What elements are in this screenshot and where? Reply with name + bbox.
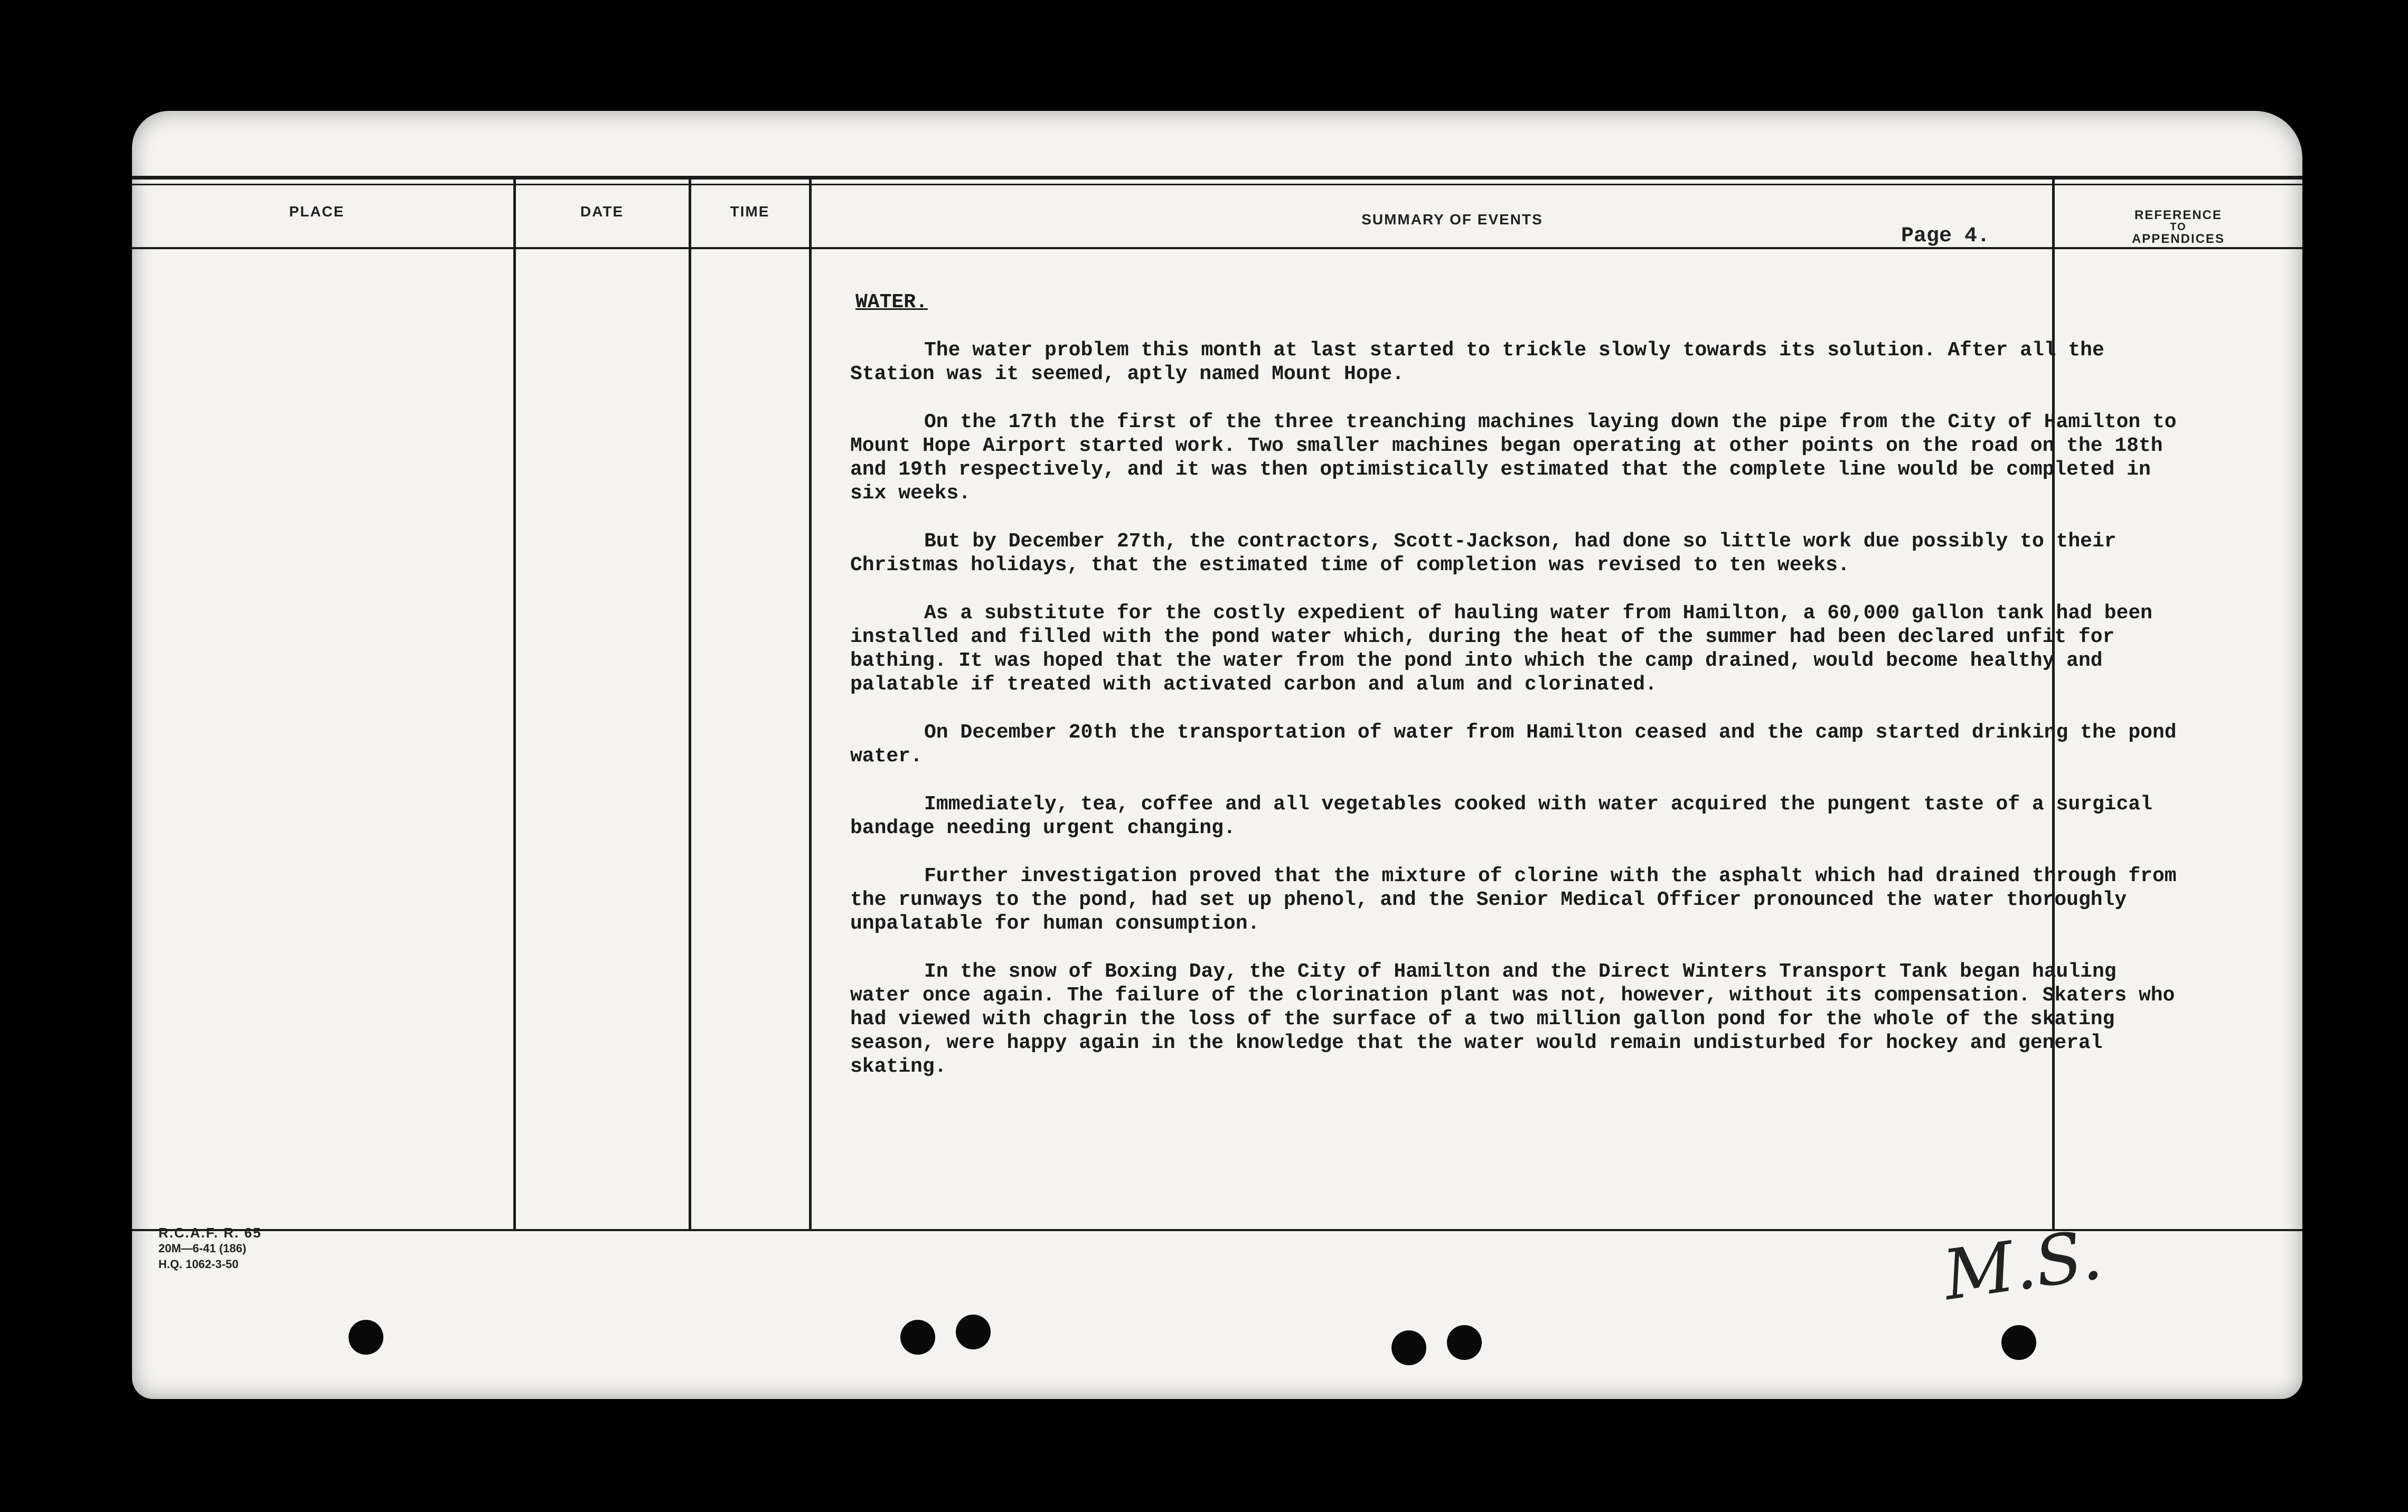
place-header: PLACE	[289, 203, 345, 220]
paragraph-8: In the snow of Boxing Day, the City of Hamilton and the Direct Winters Transport Tank began hauling water once again. The failure of the clorination plant was not, however, without its compensation. Skaters who had viewed with chagrin the loss of the surface of a two million gallon pond for the whole of the skating season, were happy again in the knowledge that the water would remain undisturbed for hockey and general skating.	[850, 960, 2175, 1078]
paragraph-3: But by December 27th, the contractors, Scott-Jackson, had done so little work due possibly to their Christmas holidays, that the estimated time of completion was revised to ten weeks.	[850, 530, 2117, 577]
divider-place-date	[513, 179, 516, 1230]
section-heading: WATER.	[855, 291, 928, 314]
page-number: Page 4.	[1901, 224, 1990, 248]
form-number	[158, 1225, 262, 1272]
binder-hole-6	[2001, 1325, 2036, 1360]
summary-of-events-text	[850, 290, 2186, 1103]
binder-hole-4	[1391, 1330, 1426, 1365]
binder-hole-2	[900, 1320, 935, 1355]
top-rule-thin	[132, 184, 2302, 185]
binder-hole-5	[1447, 1325, 1482, 1360]
paragraph-4: As a substitute for the costly expedient of hauling water from Hamilton, a 60,000 gallon tank had been installed and filled with the pond water which, during the heat of the summer had been declared unfit for bathing. It was hoped that the water from the pond into which the camp drained, would become healthy and palatable if treated with activated carbon and alum and clorinated.	[850, 602, 2152, 696]
paragraph-6: Immediately, tea, coffee and all vegetables cooked with water acquired the pungent taste of a surgical bandage needing urgent changing.	[850, 793, 2152, 839]
paragraph-2: On the 17th the first of the three treanching machines laying down the pipe from the City of Hamilton to Mount Hope Airport started work. Two smaller machines began operating at other points on the road on the 18th and 19th respectively, and it was then optimistically estimated that the complete line would be completed in six weeks.	[850, 411, 2177, 505]
date-header: DATE	[580, 203, 624, 220]
form-line-3: H.Q. 1062-3-50	[158, 1258, 239, 1271]
divider-date-time	[689, 179, 691, 1230]
binder-hole-3	[956, 1315, 991, 1349]
handwritten-initials: M.S.	[1938, 1214, 2107, 1316]
summary-header: SUMMARY OF EVENTS	[1361, 211, 1543, 228]
binder-hole-1	[349, 1320, 383, 1355]
reference-line-2: TO	[2170, 221, 2187, 233]
diary-form-card	[132, 111, 2302, 1399]
paragraph-5: On December 20th the transportation of water from Hamilton ceased and the camp started drinking the pond water.	[850, 721, 2177, 768]
time-header: TIME	[730, 203, 770, 220]
divider-time-summary	[809, 179, 812, 1230]
form-line-1: R.C.A.F. R. 65	[158, 1225, 262, 1241]
paragraph-1: The water problem this month at last started to trickle slowly towards its solution. After all the Station was it seemed, aptly named Mount Hope.	[850, 339, 2104, 385]
reference-line-1: REFERENCE	[2134, 208, 2223, 222]
reference-header	[2054, 209, 2302, 246]
paragraph-7: Further investigation proved that the mixture of clorine with the asphalt which had drained through from the runways to the pond, had set up phenol, and the Senior Medical Officer pronounced the water thoroughly unpalatable for human consumption.	[850, 865, 2177, 935]
top-rule	[132, 176, 2302, 179]
form-line-2: 20M—6-41 (186)	[158, 1242, 247, 1255]
reference-line-3: APPENDICES	[2131, 232, 2225, 246]
